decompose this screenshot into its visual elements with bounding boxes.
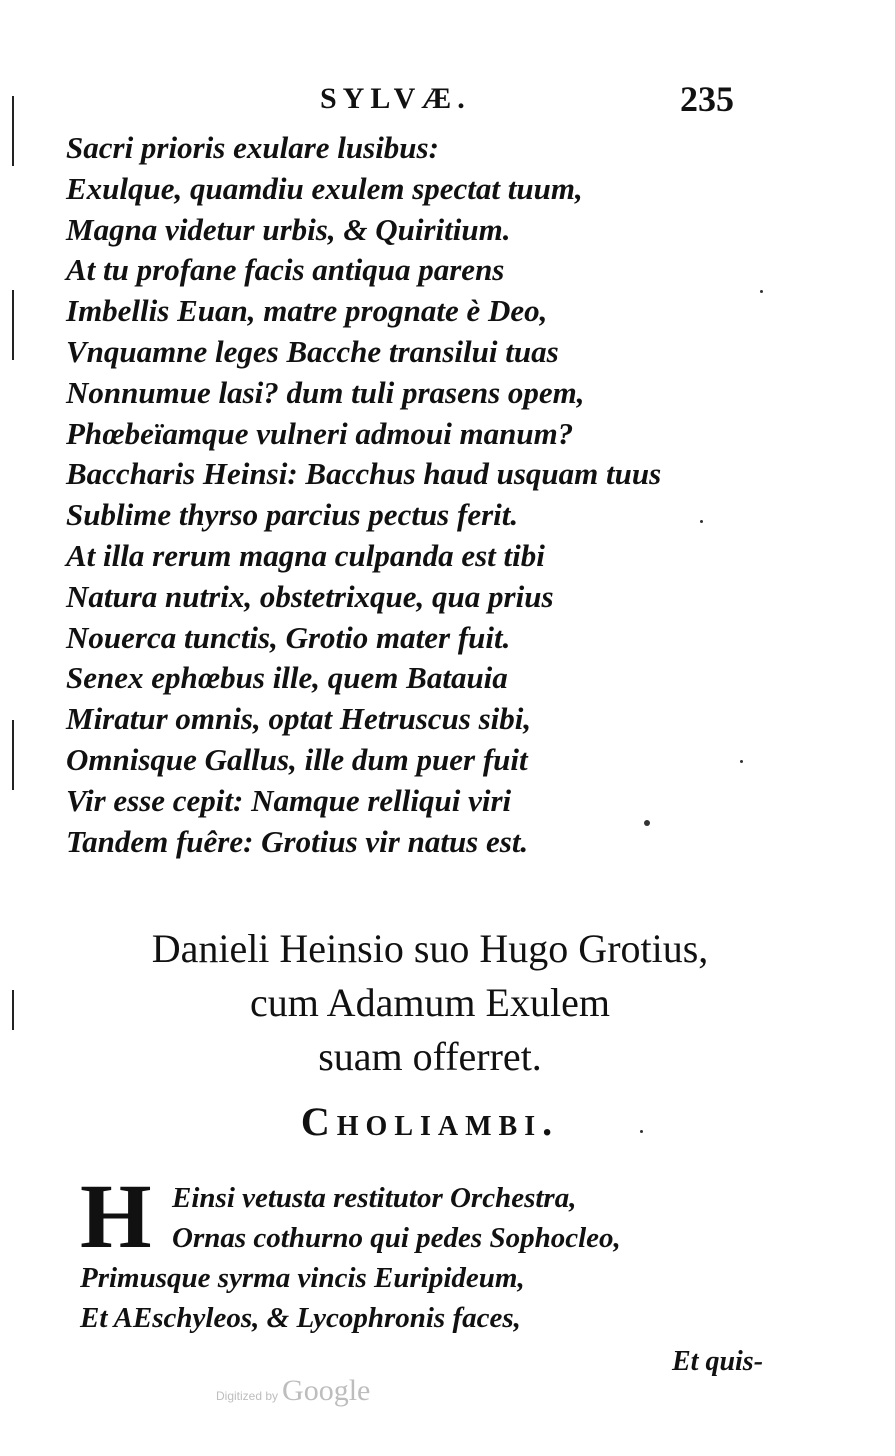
verse-line: Nouerca tunctis, Grotio mater fuit. [66,619,511,655]
ink-speck [700,520,703,523]
verse-line: Einsi vetusta restitutor Orchestra, [172,1182,577,1214]
verse-line: Exulque, quamdiu exulem spectat tuum, [66,170,583,206]
ink-speck [640,1130,643,1133]
dedication-line: suam offerret. [318,1034,542,1079]
watermark-brand: Google [282,1374,371,1407]
page-number: 235 [680,79,734,119]
digitized-watermark [216,1374,370,1408]
section-heading: Choliambi. [300,1099,560,1144]
verse-line: Natura nutrix, obstetrixque, qua prius [66,578,554,614]
watermark-prefix: Digitized by [216,1389,279,1403]
verse-line: Et AEschyleos, & Lycophronis faces, [80,1302,521,1334]
verse-line: Magna videtur urbis, & Quiritium. [66,211,511,247]
verse-line: Tandem fuêre: Grotius vir natus est. [66,823,529,859]
dedication-line: cum Adamum Exulem [250,980,610,1025]
ink-speck [740,760,743,763]
verse-line: Nonnumue lasi? dum tuli prasens opem, [66,374,585,410]
left-margin-mark [12,990,14,1030]
verse-block [66,128,661,862]
verse-line: Sublime thyrso parcius pectus ferit. [66,497,519,533]
dedication-title [100,922,760,1084]
dedication-line: Danieli Heinsio suo Hugo Grotius, [151,926,709,971]
drop-cap: H [80,1165,152,1267]
choliambi-poem [80,1165,621,1338]
verse-line: Phœbeïamque vulneri admoui manum? [66,415,574,451]
verse-line: Vir esse cepit: Namque relliqui viri [66,782,512,818]
left-margin-mark [12,96,14,166]
verse-line: Imbellis Euan, matre prognate è Deo, [66,293,548,329]
catchword: Et quis- [672,1346,764,1377]
running-head: SYLVÆ. [320,82,471,115]
verse-line: Baccharis Heinsi: Bacchus haud usquam tuus [66,456,662,492]
ink-speck [644,820,650,826]
ink-speck [760,290,763,293]
verse-line: Senex ephœbus ille, quem Batauia [66,660,508,696]
verse-line: Sacri prioris exulare lusibus: [66,130,439,165]
verse-line: Primusque syrma vincis Euripideum, [80,1262,525,1294]
verse-line: At tu profane facis antiqua parens [66,252,505,288]
verse-line: Miratur omnis, optat Hetruscus sibi, [66,701,532,737]
verse-line: At illa rerum magna culpanda est tibi [66,537,545,573]
verse-line: Vnquamne leges Bacche transilui tuas [66,333,559,369]
left-margin-mark [12,720,14,790]
left-margin-mark [12,290,14,360]
verse-line: Ornas cothurno qui pedes Sophocleo, [172,1222,621,1254]
verse-line: Omnisque Gallus, ille dum puer fuit [66,741,528,777]
